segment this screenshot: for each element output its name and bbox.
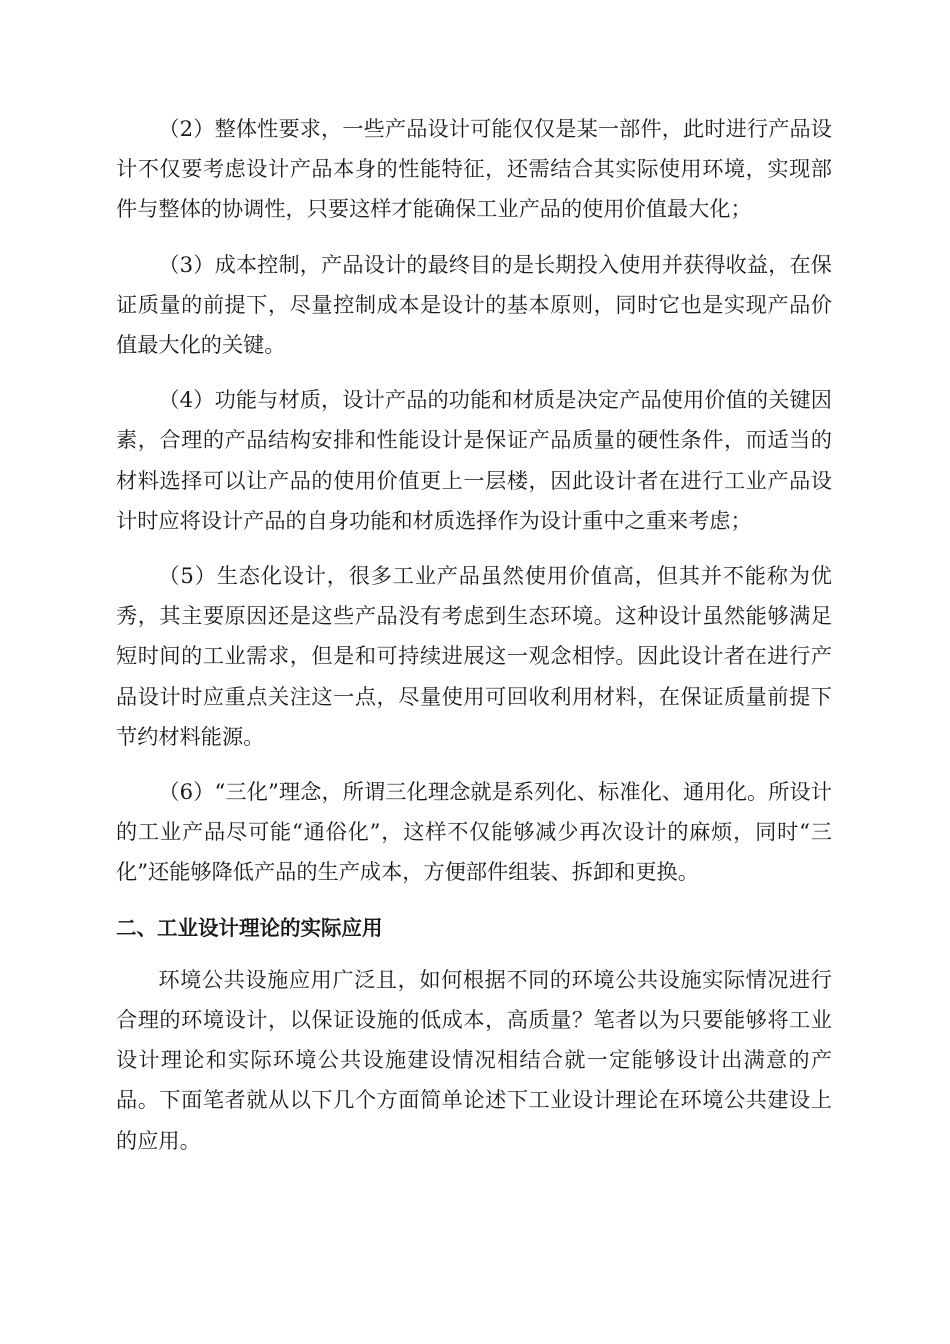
- paragraph-application-intro: 环境公共设施应用广泛且，如何根据不同的环境公共设施实际情况进行合理的环境设计，以保证设施的低成本，高质量？笔者以为只要能够将工业设计理论和实际环境公共设施建设情况相结合就一定能够设计出满意的产品。下面笔者就从以下几个方面简单论述下工业设计理论在环境公共建设上的应用。: [116, 966, 832, 1153]
- paragraph-ecological-design: （5）生态化设计，很多工业产品虽然使用价值高，但其并不能称为优秀，其主要原因还是这些产品没有考虑到生态环境。这种设计虽然能够满足短时间的工业需求，但是和可持续进展这一观念相悖。因此设计者在进行产品设计时应重点关注这一点，尽量使用可回收利用材料，在保证质量前提下节约材料能源。: [116, 563, 832, 749]
- paragraph-function-material: （4）功能与材质，设计产品的功能和材质是决定产品使用价值的关键因素，合理的产品结构安排和性能设计是保证产品质量的硬性条件，而适当的材料选择可以让产品的使用价值更上一层楼，因此设计者在进行工业产品设计时应将设计产品的自身功能和材质选择作为设计重中之重来考虑；: [116, 387, 832, 533]
- paragraph-integrity-requirement: （2）整体性要求，一些产品设计可能仅仅是某一部件，此时进行产品设计不仅要考虑设计产品本身的性能特征，还需结合其实际使用环境，实现部件与整体的协调性，只要这样才能确保工业产品的使用价值最大化；: [116, 116, 832, 222]
- document-page: [116, 109, 832, 1176]
- paragraph-three-principles: （6）“三化”理念，所谓三化理念就是系列化、标准化、通用化。所设计的工业产品尽可能“通俗化”，这样不仅能够减少再次设计的麻烦，同时“三化”还能够降低产品的生产成本，方便部件组装、拆卸和更换。: [116, 779, 832, 885]
- section-heading: 二、工业设计理论的实际应用: [116, 915, 383, 940]
- paragraph-cost-control: （3）成本控制，产品设计的最终目的是长期投入使用并获得收益，在保证质量的前提下，尽量控制成本是设计的基本原则，同时它也是实现产品价值最大化的关键。: [116, 251, 832, 358]
